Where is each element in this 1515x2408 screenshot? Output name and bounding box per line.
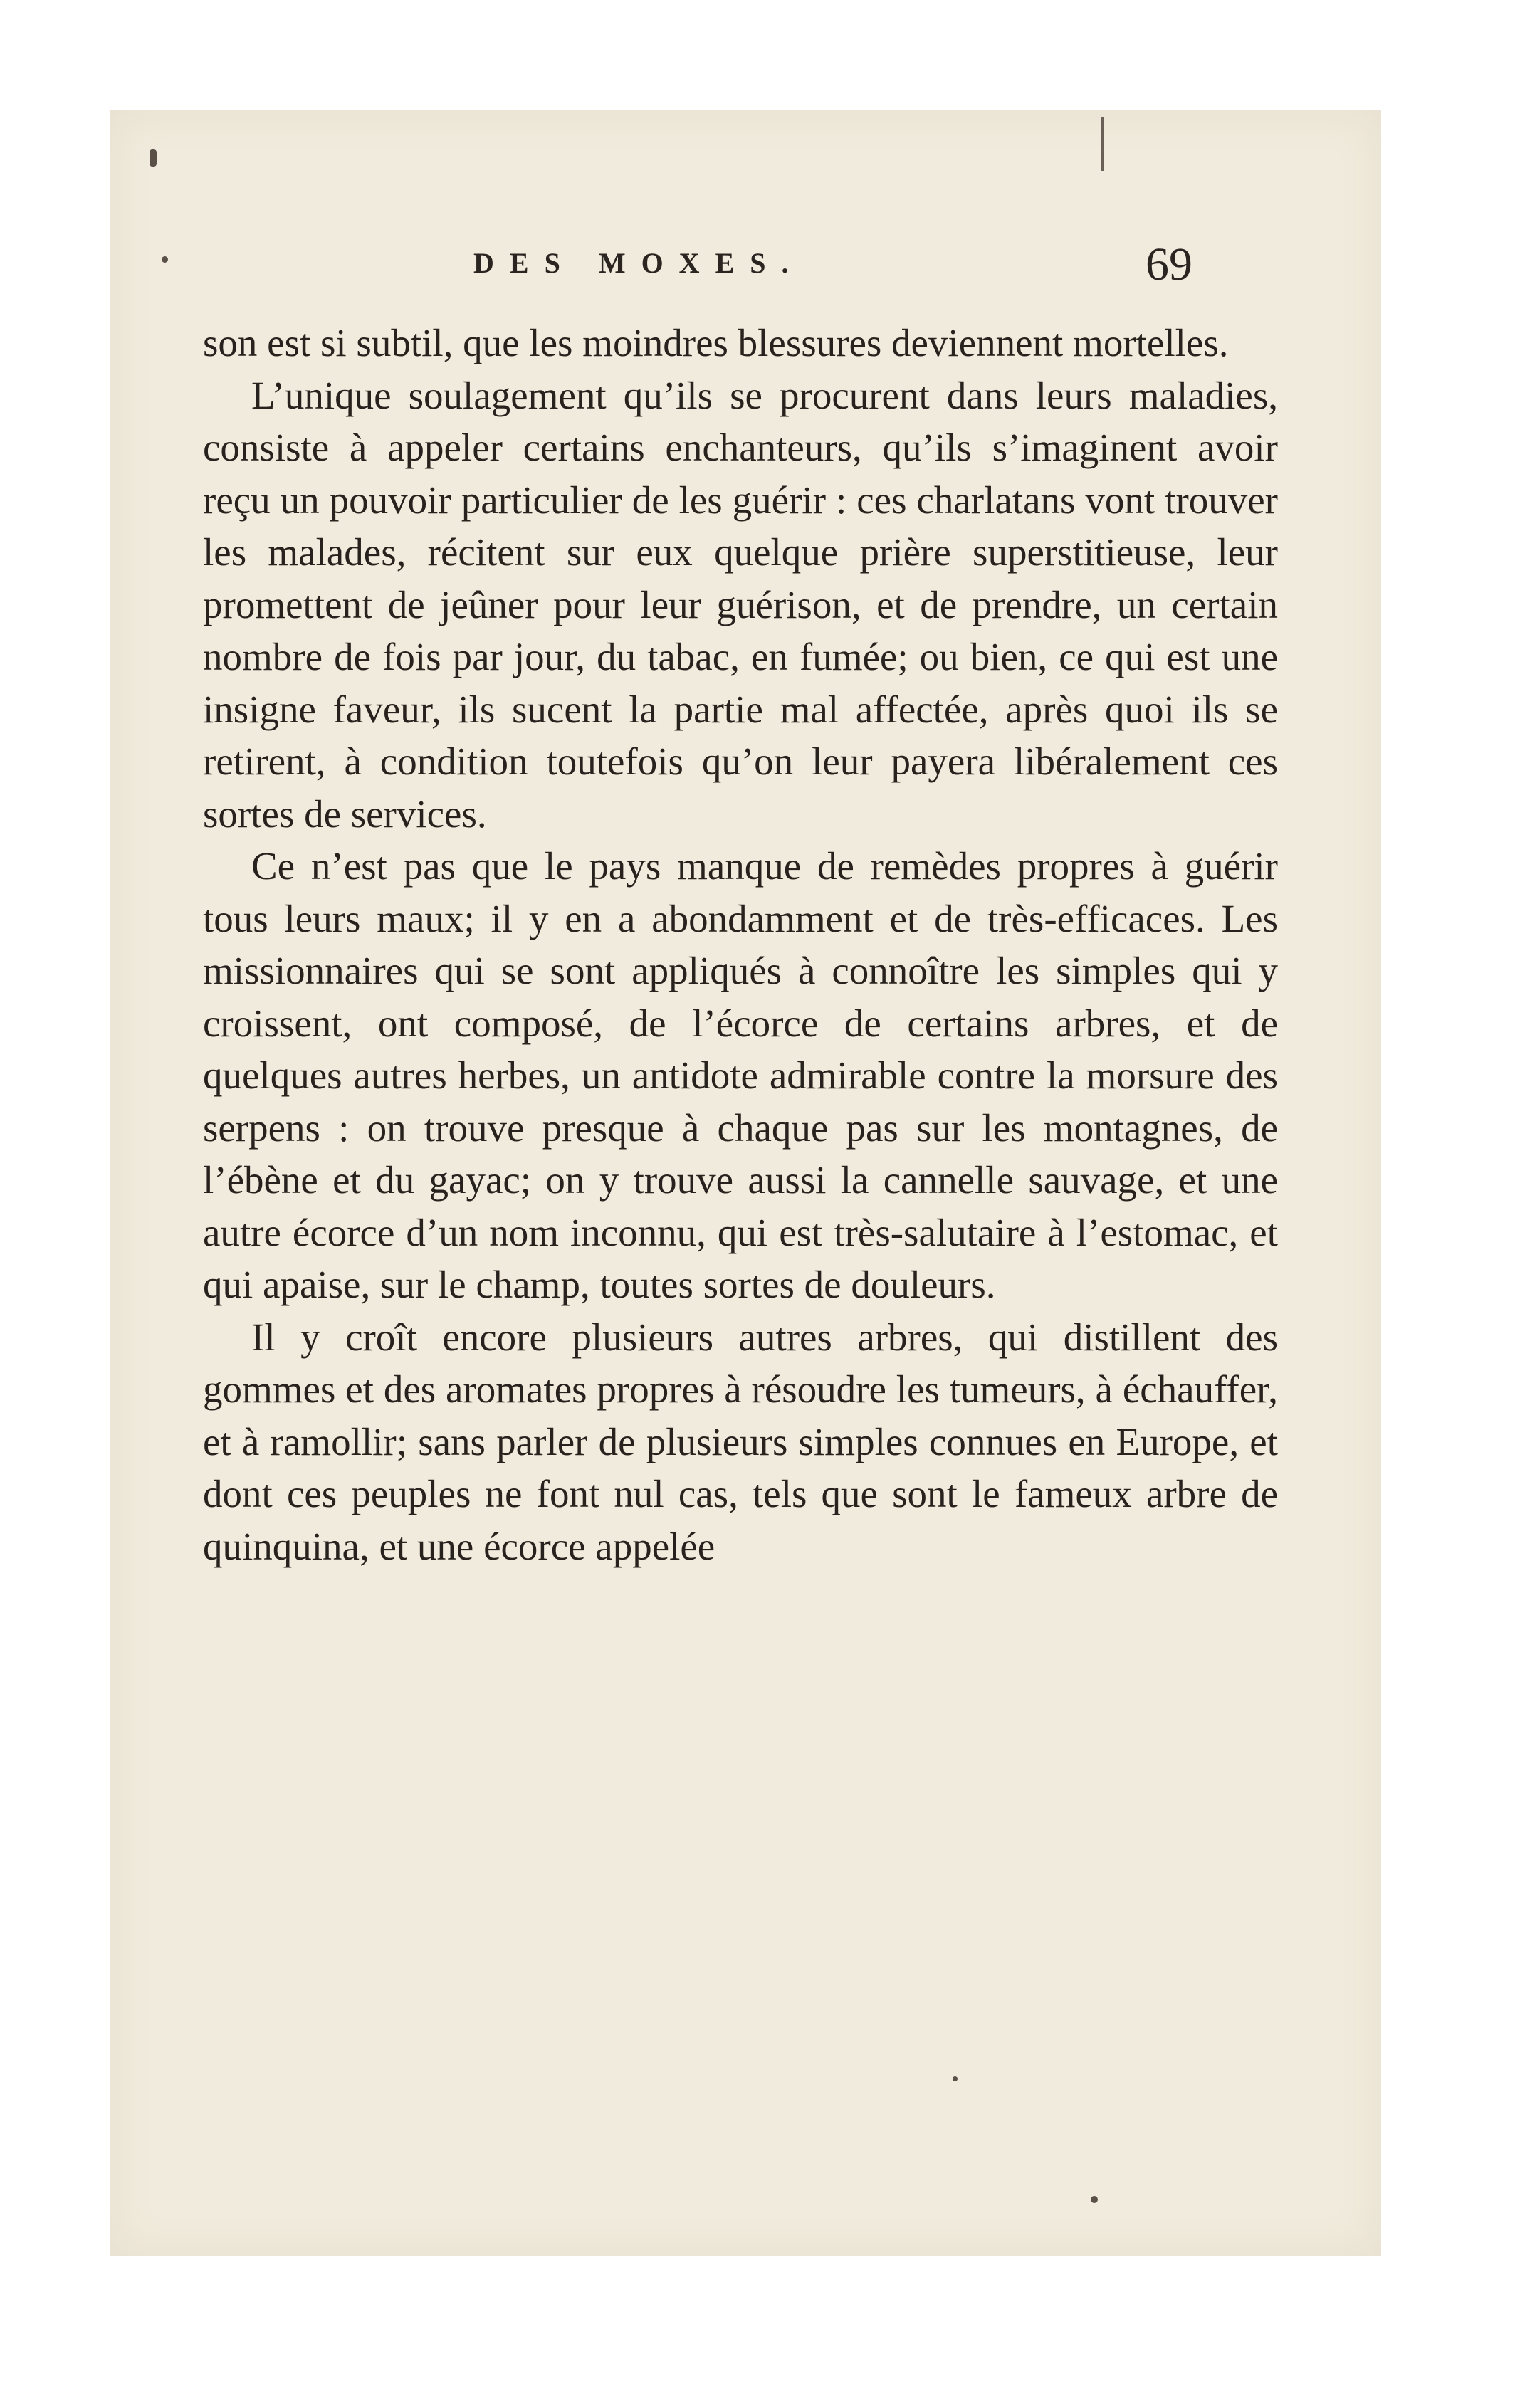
ink-speck bbox=[150, 149, 157, 167]
ink-speck bbox=[953, 2076, 958, 2081]
paragraph: L’unique soulagement qu’ils se procurent dans leurs maladies, consiste à appeler certains enchanteurs, qu’ils s’imaginent avoir reçu un pouvoir particulier de les guérir : ces charlatans vont trouver les malades, récitent sur eux quelque prière superstitieuse, leur promettent de jeûner pour leur guérison, et de prendre, un certain nombre de fois par jour, du tabac, en fumée; ou bien, ce qui est une insigne faveur, ils sucent la partie mal affectée, après quoi ils se retirent, à condition toutefois qu’on leur payera libéralement ces sortes de services. bbox=[203, 373, 1278, 836]
page-number: 69 bbox=[1146, 238, 1192, 290]
ink-speck bbox=[1091, 2196, 1098, 2203]
body-text bbox=[203, 317, 1278, 1572]
running-head bbox=[110, 238, 1381, 299]
margin-mark bbox=[1101, 117, 1104, 171]
book-page bbox=[110, 110, 1381, 2256]
paragraph: Ce n’est pas que le pays manque de remèdes propres à guérir tous leurs maux; il y en a abondamment et de très-efficaces. Les missionnaires qui se sont appliqués à connoître les simples qui y croissent, ont composé, de l’écorce de certains arbres, et de quelques autres herbes, un antidote admirable contre la morsure des serpens : on trouve presque à chaque pas sur les montagnes, de l’ébène et du gayac; on y trouve aussi la cannelle sauvage, et une autre écorce d’un nom inconnu, qui est très-salutaire à l’estomac, et qui apaise, sur le champ, toutes sortes de douleurs. bbox=[203, 844, 1278, 1306]
paragraph: Il y croît encore plusieurs autres arbres, qui distillent des gommes et des aromates propres à résoudre les tumeurs, à échauffer, et à ramollir; sans parler de plusieurs simples connues en Europe, et dont ces peuples ne font nul cas, tels que sont le fameux arbre de quinquina, et une écorce appelée bbox=[203, 1315, 1278, 1568]
running-head-title: DES MOXES. bbox=[473, 247, 804, 279]
paragraph: son est si subtil, que les moindres blessures deviennent mortelles. bbox=[203, 321, 1229, 364]
